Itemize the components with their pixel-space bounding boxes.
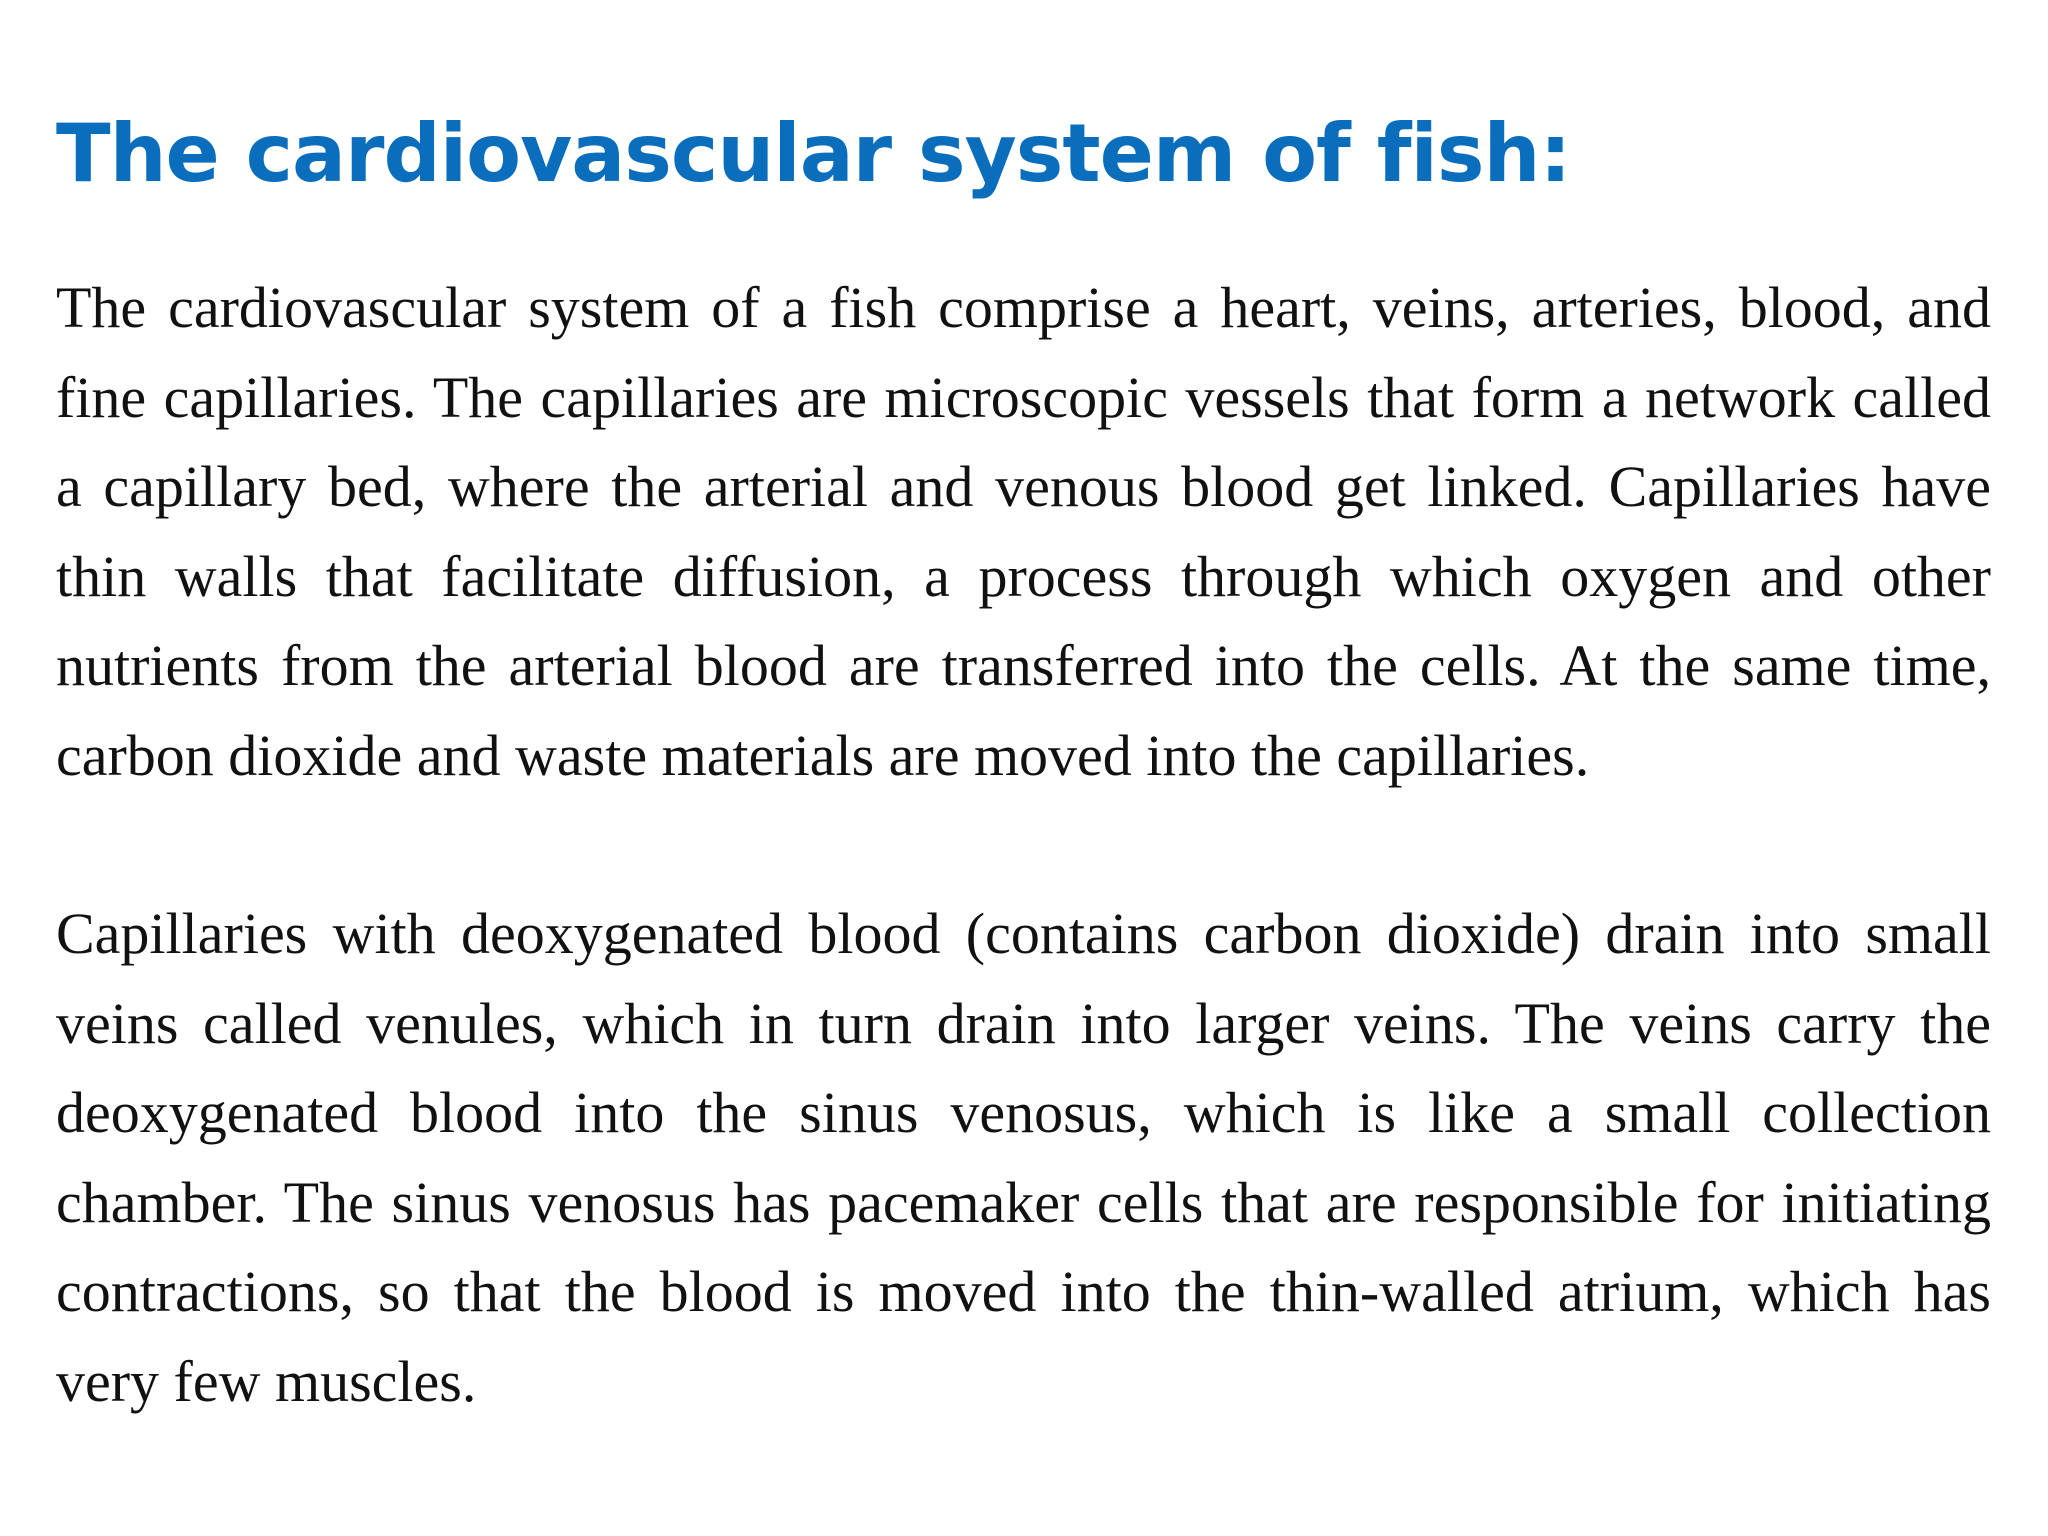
page-title: The cardiovascular system of fish: (56, 107, 1571, 200)
paragraph-capillaries: The cardiovascular system of a fish comprise a heart, veins, arteries, blood, and fine capillaries. The capillaries are microscopic vessels that form a network called a capillary bed, where the arterial and venous blood get linked. Capillaries have thin walls that facilitate diffusion, a process through which oxygen and other nutrients from the arterial blood are transferred into the cells. At the same time, carbon dioxide and waste materials are moved into the capillaries. (56, 275, 1991, 788)
paragraph-veins: Capillaries with deoxygenated blood (contains carbon dioxide) drain into small veins called venules, which in turn drain into larger veins. The veins carry the deoxygenated blood into the sinus venosus, which is like a small collection chamber. The sinus venosus has pacemaker cells that are responsible for initiating contractions, so that the blood is moved into the thin-walled atrium, which has very few muscles. (56, 901, 1991, 1414)
